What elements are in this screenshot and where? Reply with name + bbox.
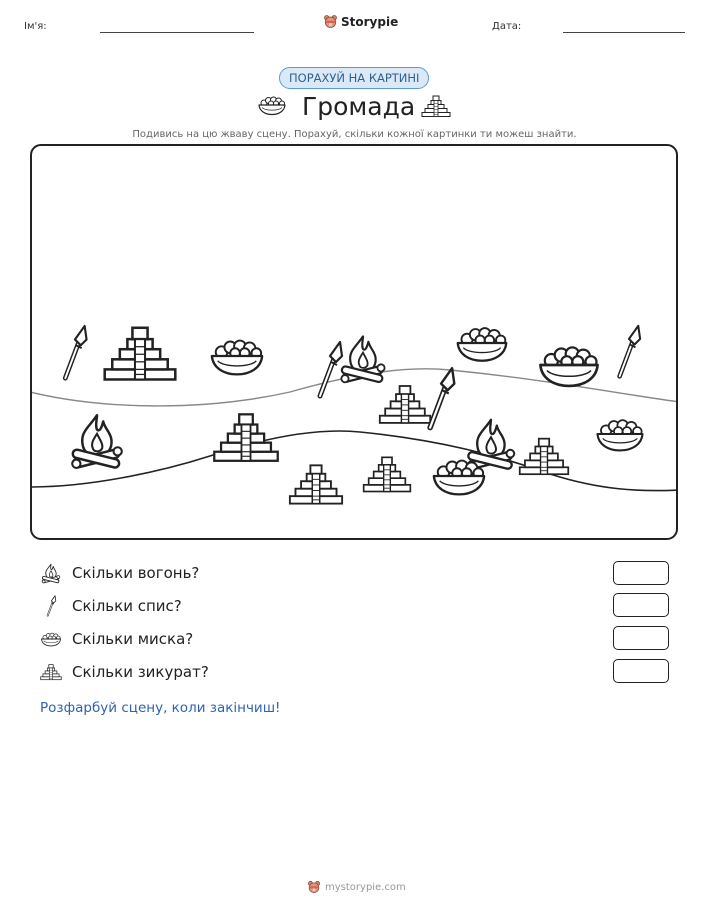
- bowl-icon: [40, 628, 62, 650]
- question-text: Скільки зикурат?: [72, 663, 209, 681]
- date-label: Дата:: [492, 21, 522, 32]
- fire-icon[interactable]: [468, 420, 515, 470]
- ziggurat-icon[interactable]: [380, 386, 430, 423]
- fire-icon[interactable]: [341, 336, 384, 382]
- brand-logo: [323, 14, 398, 29]
- ziggurat-icon: [40, 661, 62, 683]
- date-line[interactable]: [563, 32, 685, 33]
- brand-name: Storypie: [341, 14, 399, 29]
- fire-icon: [40, 562, 62, 584]
- bowl-icon[interactable]: [540, 347, 597, 386]
- site-footer: [307, 880, 406, 894]
- spear-icon[interactable]: [320, 342, 342, 396]
- ziggurat-icon[interactable]: [364, 457, 411, 491]
- bowl-icon: [257, 93, 287, 117]
- fire-icon[interactable]: [72, 415, 122, 468]
- bowl-icon[interactable]: [458, 328, 507, 361]
- answer-box-ziggurat[interactable]: [613, 659, 669, 683]
- ziggurat-icon[interactable]: [290, 465, 342, 503]
- instructions: Подивись на цю жваву сцену. Порахуй, скільки кожної картинки ти можеш знайти.: [132, 129, 577, 140]
- spear-icon: [40, 595, 62, 617]
- bowl-icon[interactable]: [212, 341, 262, 375]
- question-row-ziggurat: [40, 660, 209, 684]
- ziggurat-icon[interactable]: [214, 414, 277, 460]
- name-label: Ім'я:: [24, 21, 47, 32]
- site-url[interactable]: mystorypie.com: [325, 881, 406, 893]
- bear-icon: [307, 880, 321, 894]
- name-line[interactable]: [100, 32, 254, 33]
- bowl-icon[interactable]: [434, 461, 484, 495]
- bear-icon: [323, 14, 338, 29]
- answer-box-spear[interactable]: [613, 593, 669, 617]
- answer-box-bowl[interactable]: [613, 626, 669, 650]
- bowl-icon[interactable]: [597, 420, 642, 450]
- hill-line-front: [30, 431, 678, 491]
- question-row-spear: [40, 594, 182, 618]
- question-row-fire: [40, 561, 199, 585]
- spear-icon[interactable]: [430, 368, 454, 427]
- answer-box-fire[interactable]: [613, 561, 669, 585]
- question-text: Скільки спис?: [72, 597, 182, 615]
- question-row-bowl: [40, 627, 193, 651]
- title-ziggurat-icon: [421, 94, 451, 122]
- spear-icon[interactable]: [65, 326, 86, 378]
- ziggurat-icon: [421, 94, 451, 118]
- count-badge: ПОРАХУЙ НА КАРТИНІ: [279, 67, 429, 89]
- title-bowl-icon: [257, 93, 287, 121]
- scene-frame: [30, 144, 678, 540]
- coloring-note: Розфарбуй сцену, коли закінчиш!: [40, 700, 281, 716]
- question-text: Скільки миска?: [72, 630, 194, 648]
- page-title: Громада: [302, 92, 416, 121]
- question-text: Скільки вогонь?: [72, 564, 200, 582]
- ziggurat-icon[interactable]: [520, 439, 569, 475]
- ziggurat-icon[interactable]: [105, 328, 176, 380]
- spear-icon[interactable]: [620, 326, 641, 376]
- scene-canvas: [30, 144, 678, 540]
